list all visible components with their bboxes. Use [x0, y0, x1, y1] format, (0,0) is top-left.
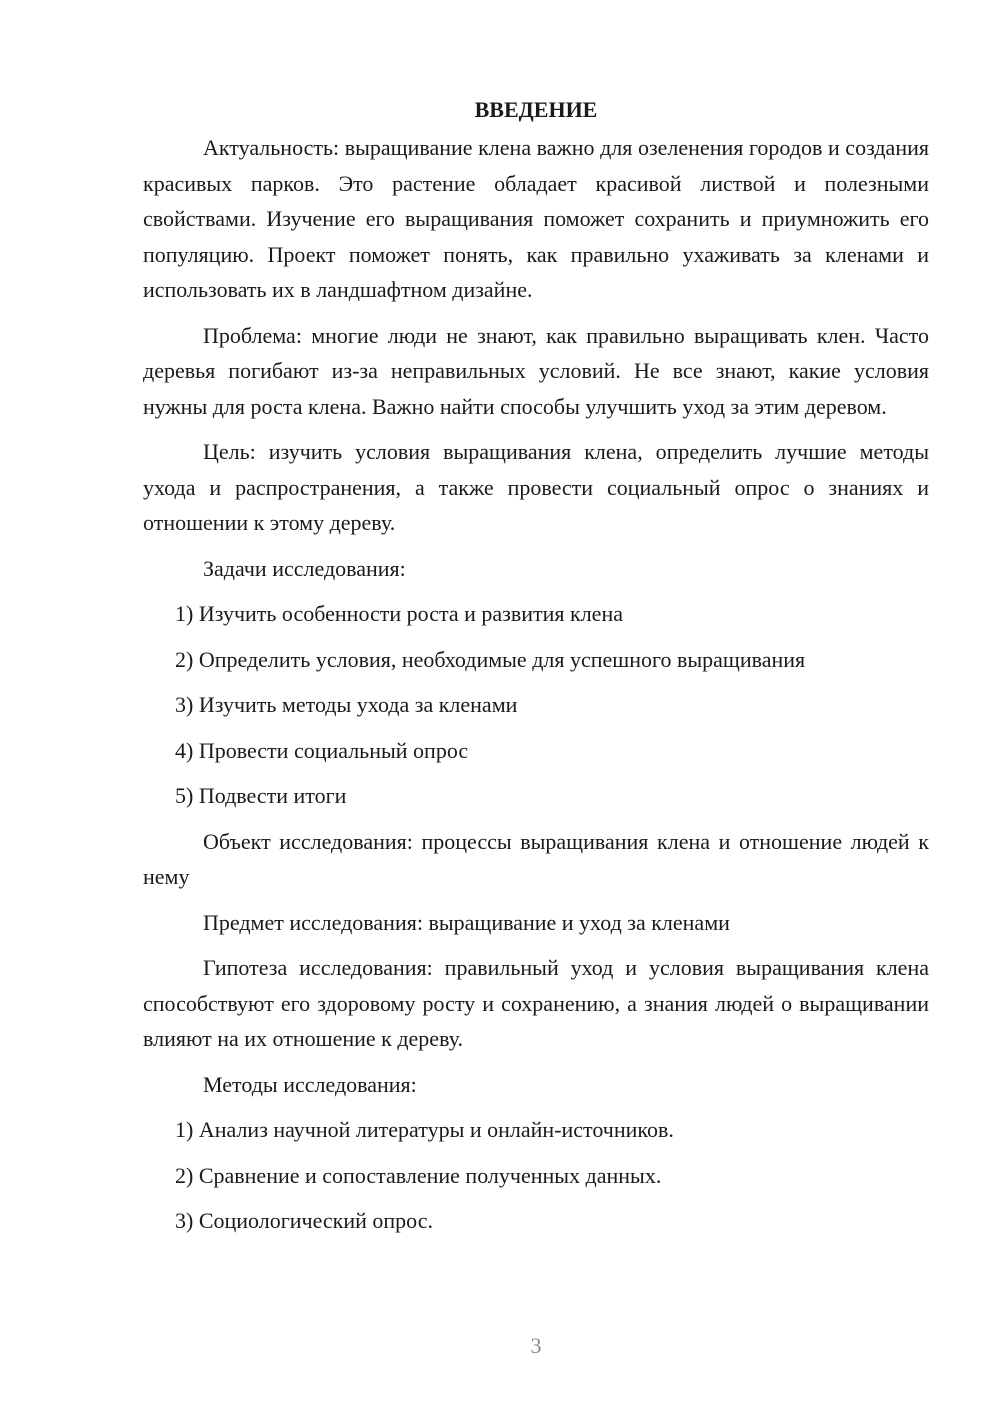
relevance-paragraph: Актуальность: выращивание клена важно для озеленения городов и создания красивых парков. Это растение обладает красивой листвой и полезными свойствами. Изучение его выращивания поможет сохранить и приумножить его популяцию. Проект поможет понять, как правильно ухаживать за кленами и использовать их в ландшафтном дизайне. [143, 135, 929, 302]
methods-list [143, 1112, 929, 1239]
hypothesis-paragraph: Гипотеза исследования: правильный уход и условия выращивания клена способствуют его здоровому росту и сохранению, а знания людей о выращивании влияют на их отношение к дереву. [143, 955, 929, 1051]
problem-paragraph: Проблема: многие люди не знают, как правильно выращивать клен. Часто деревья погибают из-за неправильных условий. Не все знают, какие условия нужны для роста клена. Важно найти способы улучшить уход за этим деревом. [143, 322, 929, 419]
method-item: 3) Социологический опрос. [175, 1208, 433, 1233]
object-paragraph: Объект исследования: процессы выращивания клена и отношение людей к нему [143, 828, 929, 889]
task-item: 5) Подвести итоги [175, 783, 347, 808]
task-item: 1) Изучить особенности роста и развития клена [175, 601, 623, 626]
task-item: 4) Провести социальный опрос [175, 737, 469, 763]
subject-paragraph: Предмет исследования: выращивание и уход за кленами [203, 909, 730, 935]
goal-paragraph: Цель: изучить условия выращивания клена, определить лучшие методы ухода и распространения, а также провести социальный опрос о знаниях и отношении к этому дереву. [143, 439, 929, 535]
page-content [143, 92, 929, 1249]
section-heading: ВВЕДЕНИЕ [474, 97, 598, 122]
tasks-label: Задачи исследования: [203, 555, 406, 581]
method-item: 1) Анализ научной литературы и онлайн-источников. [175, 1117, 674, 1142]
tasks-list [143, 596, 929, 814]
task-item: 3) Изучить методы ухода за кленами [175, 692, 518, 717]
task-item: 2) Определить условия, необходимые для успешного выращивания [175, 646, 806, 672]
page-number: 3 [530, 1333, 542, 1358]
methods-label: Методы исследования: [203, 1071, 417, 1097]
method-item: 2) Сравнение и сопоставление полученных данных. [175, 1162, 662, 1188]
